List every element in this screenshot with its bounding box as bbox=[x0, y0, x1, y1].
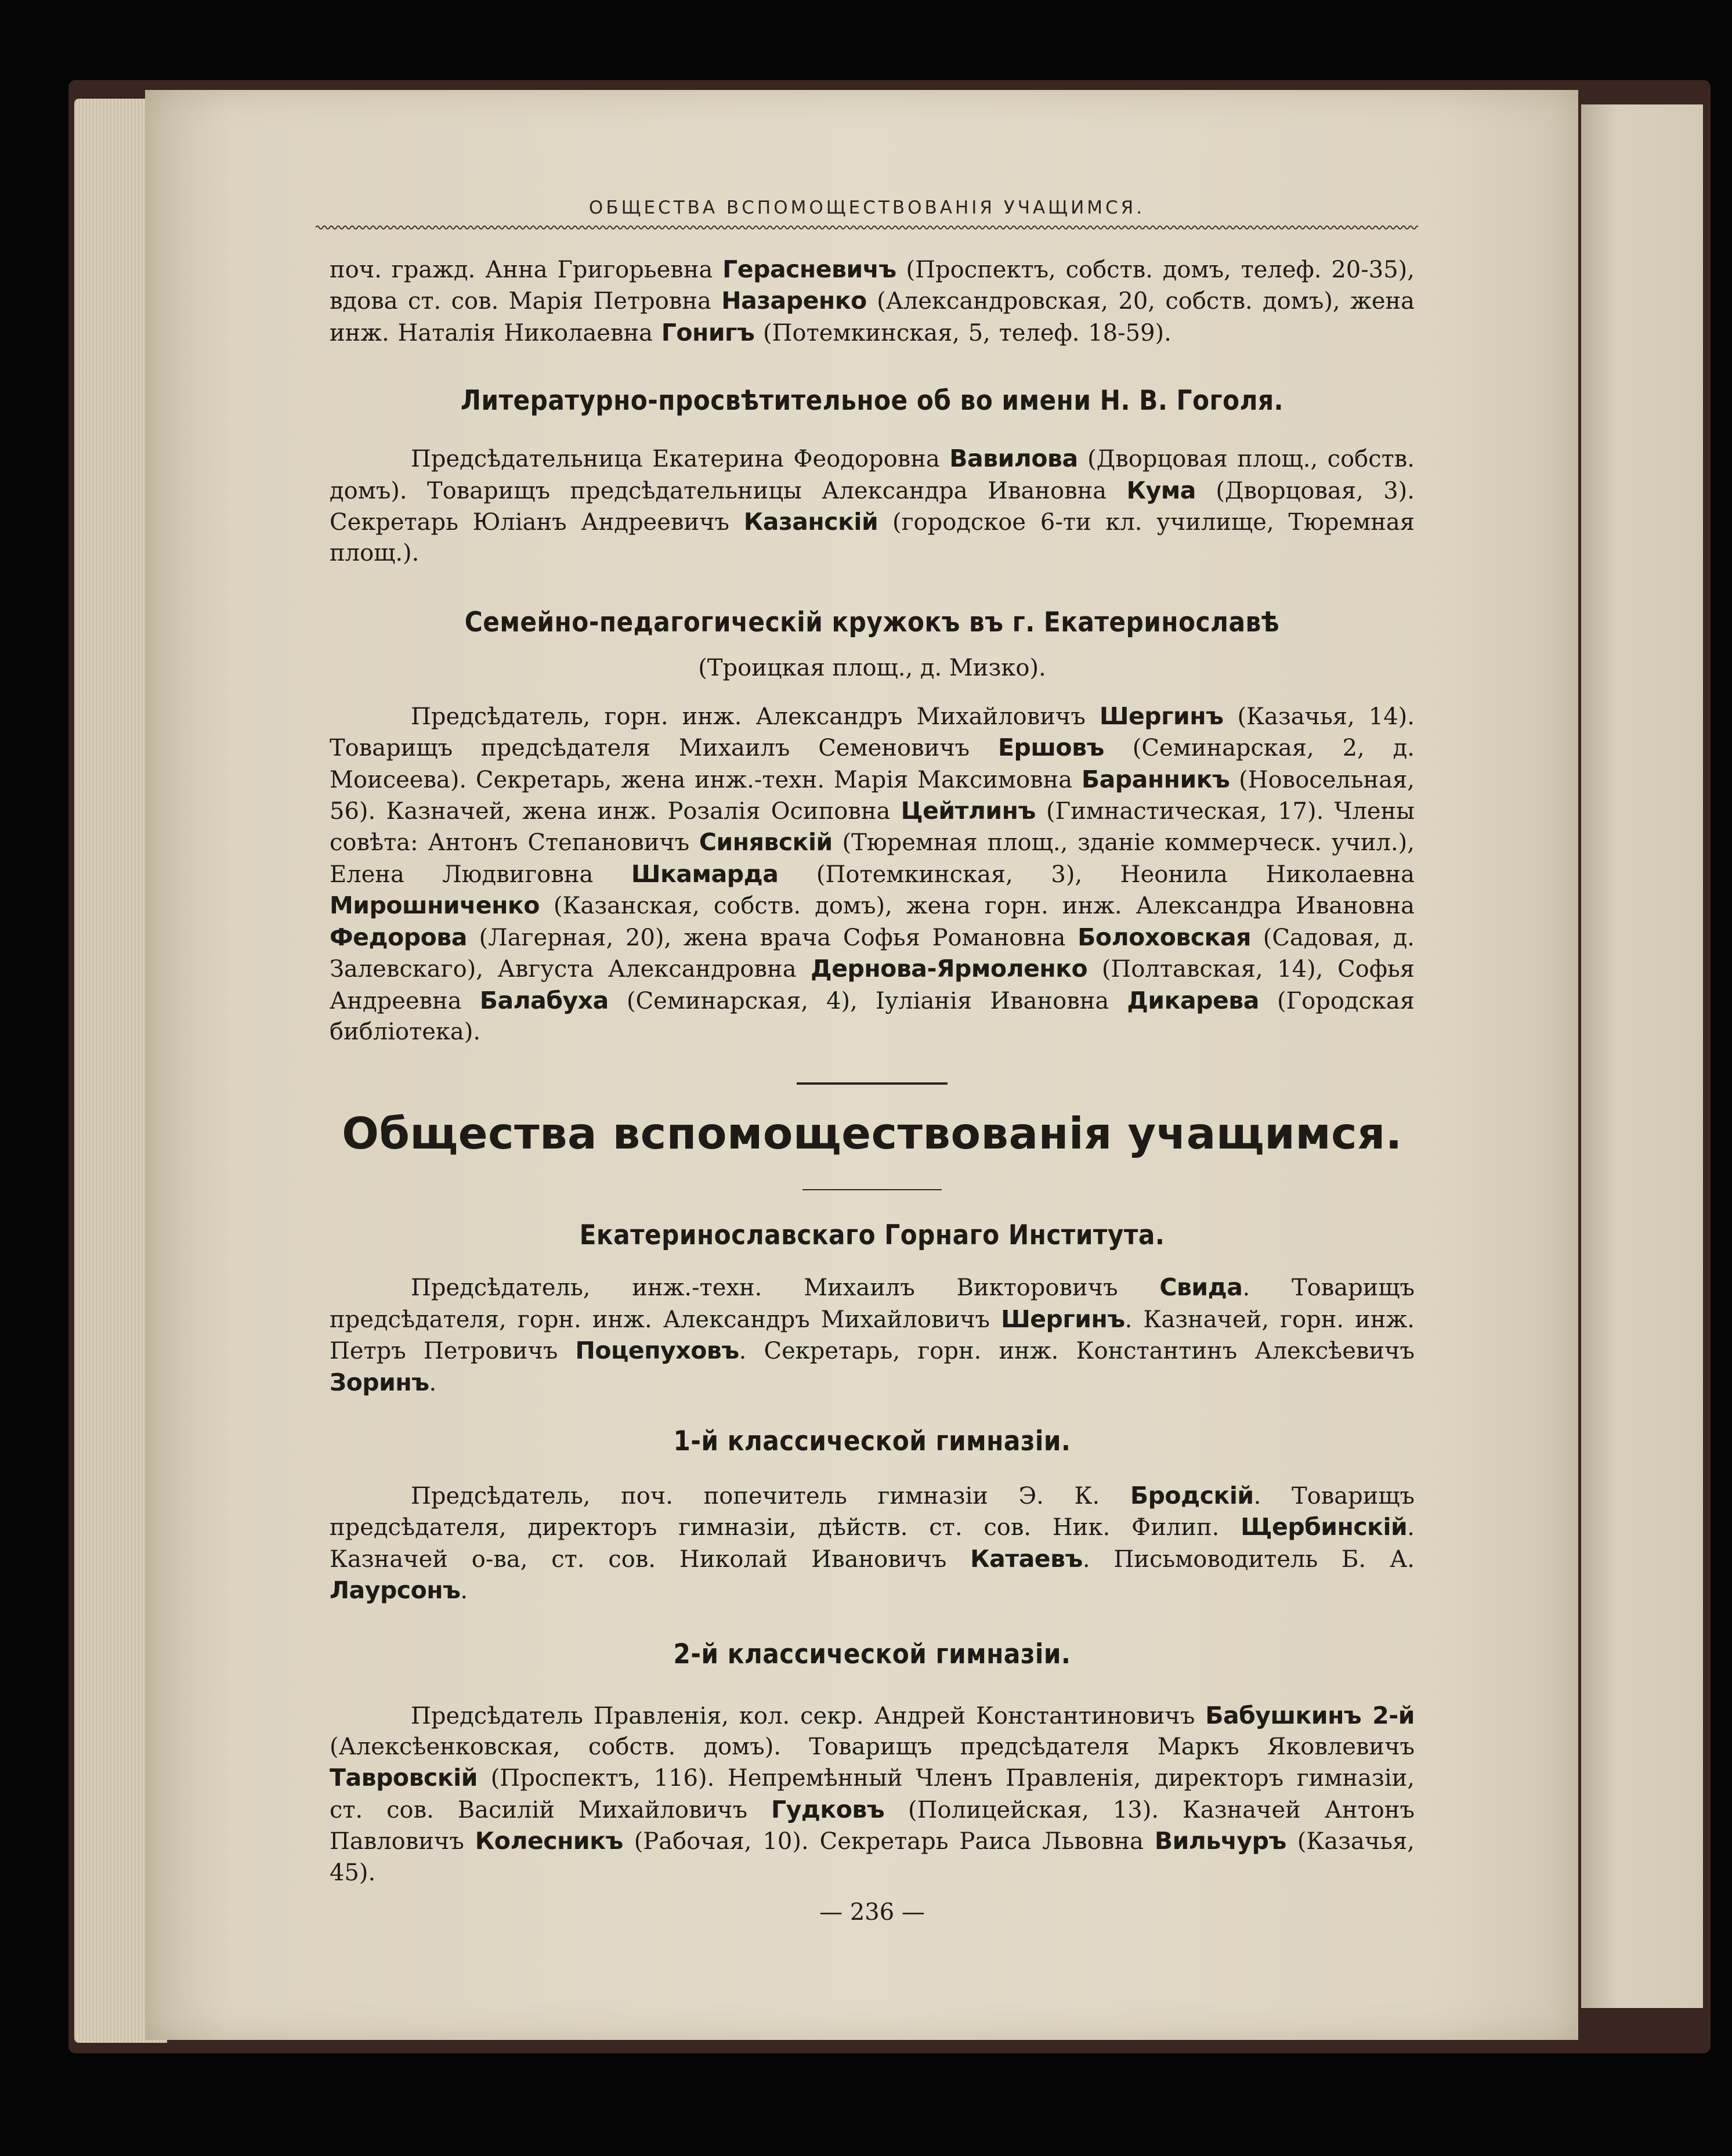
surname: Вильчуръ bbox=[1154, 1827, 1286, 1855]
paragraph-pedagogical-circle bbox=[330, 701, 1415, 1048]
text: (Проспектъ, 116). Непремѣнный Членъ Правленiя, директоръ гимназiи, ст. сов. Василiй Михайловичъ bbox=[330, 1765, 1415, 1823]
text: . bbox=[429, 1369, 437, 1396]
surname: Казанскiй bbox=[743, 508, 878, 536]
surname: Поцепуховъ bbox=[575, 1337, 739, 1365]
surname: Дикарева bbox=[1127, 986, 1259, 1014]
section-divider bbox=[797, 1082, 948, 1085]
surname: Кума bbox=[1126, 476, 1196, 504]
text: (Потемкинская, 3), Неонила Николаевна bbox=[778, 861, 1415, 888]
surname: Лаурсонъ bbox=[330, 1576, 461, 1605]
surname: Шкамарда bbox=[631, 859, 779, 888]
surname: Балабуха bbox=[479, 986, 609, 1014]
text: (Семинарская, 4), Iулiанiя Ивановна bbox=[608, 987, 1127, 1014]
text: (Новосельная, 56). Казначей, жена инж. Розалiя Осиповна bbox=[330, 766, 1415, 825]
surname: Бродскiй bbox=[1130, 1481, 1254, 1509]
page-number: — 236 — bbox=[819, 1899, 925, 1926]
text: (Казанская, собств. домъ), жена горн. инж. Александра Ивановна bbox=[539, 893, 1415, 920]
surname: Баранникъ bbox=[1081, 765, 1230, 793]
surname: Федорова bbox=[330, 923, 467, 951]
text: (Проспектъ, собств. домъ, телеф. 20-35), вдова ст. сов. Марiя Петровна bbox=[330, 257, 1415, 315]
paragraph-continuation bbox=[330, 254, 1415, 349]
text: (Садовая, д. Залевскаго), Августа Александровна bbox=[330, 924, 1415, 983]
text: Предсѣдатель, поч. попечитель гимназiи Э. К. bbox=[411, 1482, 1130, 1509]
text: Предсѣдательница Екатерина Феодоровна bbox=[411, 446, 950, 473]
text: (Лагерная, 20), жена врача Софья Романовна bbox=[467, 924, 1078, 951]
text: (Полицейская, 13). Казначей Антонъ Павловичъ bbox=[330, 1796, 1415, 1855]
heading-gogol-society: Литературно-просвѣтительное об во имени Н. В. Гоголя. bbox=[460, 385, 1284, 417]
text: . Товарищъ предсѣдателя, горн. инж. Александръ Михайловичъ bbox=[330, 1274, 1415, 1333]
text: (Тюремная площ., зданiе коммерческ. учил.), Елена Людвиговна bbox=[330, 829, 1415, 888]
text: (Семинарская, 2, д. Моисеева). Секретарь, жена инж.-техн. Марiя Максимовна bbox=[330, 735, 1415, 793]
surname: Свида bbox=[1159, 1273, 1243, 1302]
paragraph-mining-institute bbox=[330, 1272, 1415, 1399]
text: (Дворцовая, 3). Секретарь Юлiанъ Андреевичъ bbox=[330, 477, 1415, 536]
main-title: Общества вспомоществованiя учащимся. bbox=[342, 1108, 1402, 1160]
running-head: ОБЩЕСТВА ВСПОМОЩЕСТВОВАНIЯ УЧАЩИМСЯ. bbox=[588, 197, 1145, 218]
text: . Товарищъ предсѣдателя, директоръ гимназiи, дѣйств. ст. сов. Ник. Филип. bbox=[330, 1482, 1415, 1541]
text: . Секретарь, горн. инж. Константинъ Алексѣевичъ bbox=[739, 1338, 1415, 1365]
text: Предсѣдатель Правленiя, кол. секр. Андрей Константиновичъ bbox=[411, 1702, 1206, 1729]
surname: Болоховская bbox=[1077, 923, 1251, 951]
heading-mining-institute: Екатеринославскаго Горнаго Института. bbox=[579, 1219, 1165, 1252]
text: . Казначей о-ва, ст. сов. Николай Ивановичъ bbox=[330, 1514, 1415, 1573]
text: (Рабочая, 10). Секретарь Раиса Львовна bbox=[623, 1828, 1155, 1855]
paragraph-gymnasium-1 bbox=[330, 1480, 1415, 1607]
text: Предсѣдатель, горн. инж. Александръ Михайловичъ bbox=[411, 703, 1100, 730]
surname: Шергинъ bbox=[1001, 1305, 1125, 1333]
text: (Дворцовая площ., собств. домъ). Товарищъ предсѣдательницы Александра Ивановна bbox=[330, 446, 1415, 504]
surname: Катаевъ bbox=[970, 1544, 1083, 1573]
page-content bbox=[330, 197, 1415, 1926]
text: . bbox=[460, 1577, 468, 1605]
text: (городское 6-ти кл. училище, Тюремная площ.). bbox=[330, 509, 1415, 567]
surname: Щербинскiй bbox=[1241, 1513, 1408, 1541]
heading-pedagogical-circle: Семейно-педагогическiй кружокъ въ г. Екатеринославѣ bbox=[464, 606, 1280, 638]
text: (Городская библiотека). bbox=[330, 987, 1415, 1045]
text: (Гимнастическая, 17). Члены совѣта: Антонъ Степановичъ bbox=[330, 798, 1415, 857]
text: . Письмоводитель Б. А. bbox=[1082, 1545, 1415, 1573]
text: (Александровская, 20, собств. домъ), жена инж. Наталiя Николаевна bbox=[330, 288, 1415, 346]
facing-page-edge bbox=[1581, 104, 1703, 2008]
text: (Казачья, 45). bbox=[330, 1828, 1415, 1886]
surname: Дернова-Ярмоленко bbox=[811, 955, 1088, 983]
surname: Цейтлинъ bbox=[901, 797, 1036, 825]
surname: Бабушкинъ 2-й bbox=[1205, 1701, 1415, 1729]
surname: Назаренко bbox=[721, 287, 867, 315]
surname: Герасневичъ bbox=[722, 255, 896, 283]
wavy-rule bbox=[316, 223, 1418, 232]
text: (Полтавская, 14), Софья Андреевна bbox=[330, 956, 1415, 1014]
circle-address: (Троицкая площ., д. Мизко). bbox=[698, 654, 1046, 681]
text: поч. гражд. Анна Григорьевна bbox=[330, 257, 723, 283]
title-underline bbox=[802, 1189, 942, 1190]
surname: Гудковъ bbox=[771, 1795, 885, 1823]
surname: Синявскiй bbox=[699, 828, 833, 857]
heading-gymnasium-2: 2-й классической гимназiи. bbox=[673, 1638, 1071, 1670]
text: (Казачья, 14). Товарищъ предсѣдателя Михаилъ Семеновичъ bbox=[330, 703, 1415, 762]
surname: Ершовъ bbox=[998, 734, 1104, 762]
paragraph-gogol-society bbox=[330, 443, 1415, 569]
text: (Алексѣенковская, собств. домъ). Товарищъ предсѣдателя Маркъ Яковлевичъ bbox=[330, 1733, 1415, 1760]
surname: Вавилова bbox=[949, 445, 1078, 473]
surname: Мирошниченко bbox=[330, 891, 540, 920]
text: . Казначей, горн. инж. Петръ Петровичъ bbox=[330, 1306, 1415, 1365]
text: Предсѣдатель, инж.-техн. Михаилъ Викторовичъ bbox=[411, 1274, 1160, 1302]
surname: Гонигъ bbox=[661, 318, 755, 346]
surname: Тавровскiй bbox=[330, 1764, 478, 1792]
surname: Шергинъ bbox=[1099, 702, 1224, 730]
text: (Потемкинская, 5, телеф. 18-59). bbox=[754, 319, 1171, 346]
heading-gymnasium-1: 1-й классической гимназiи. bbox=[673, 1425, 1071, 1457]
surname: Зоринъ bbox=[330, 1368, 429, 1396]
paragraph-gymnasium-2 bbox=[330, 1700, 1415, 1888]
surname: Колесникъ bbox=[475, 1827, 623, 1855]
